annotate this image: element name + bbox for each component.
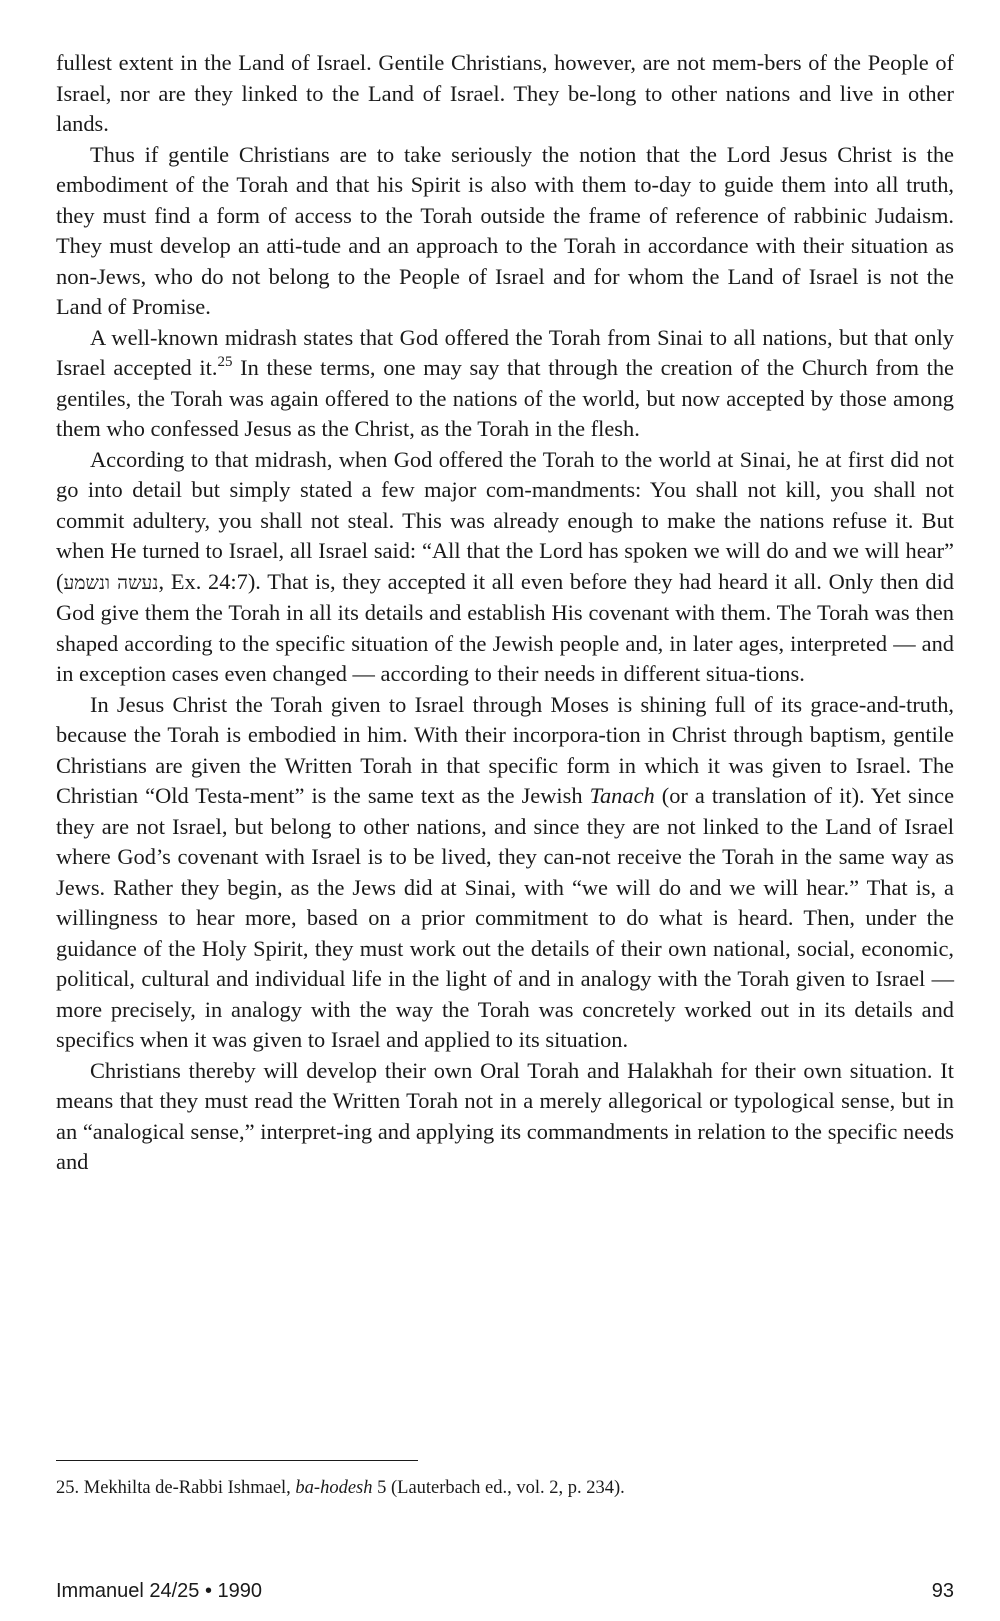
hebrew-phrase: נעשה ונשמע — [63, 571, 159, 594]
footnote — [56, 1476, 954, 1500]
footnote-text: Mekhilta de-Rabbi Ishmael, — [79, 1478, 296, 1498]
page-number: 93 — [931, 1580, 954, 1602]
footnote-italic: ba-hodesh — [295, 1478, 373, 1498]
journal-citation: Immanuel 24/25 • 1990 — [56, 1580, 263, 1602]
footnote-ref: 25 — [217, 354, 233, 370]
page-footer — [56, 1580, 954, 1603]
footnote-number: 25. — [56, 1478, 80, 1498]
paragraph-text: A well-known midrash states that God offered the Torah from Sinai to all nations, but that only Israel accepted it. — [56, 324, 954, 380]
paragraph: fullest extent in the Land of Israel. Gentile Christians, however, are not mem-bers of the People of Israel, nor are they linked to the Land of Israel. They be-long to other nations and live in other lands. — [56, 50, 954, 136]
main-text — [56, 48, 954, 1178]
paragraph — [56, 690, 954, 1056]
paragraph-text: According to that midrash, when God offered the Torah to the world at Sinai, he at first did not go into detail but simply stated a few major com-mandments: You shall not kill, you shall not commit adultery, you shall not steal. This was already enough to make the nations refuse it. But when He turned to Israel, all Israel said: “All that the Lord has spoken we will do and we will hear” ( — [56, 446, 954, 594]
paragraph-text: (or a translation of it). Yet since they are not Israel, but belong to other nations, and since they are not linked to the Land of Israel where God’s covenant with Israel is to be lived, they can-not receive the Torah in the same way as Jews. Rather they begin, as the Jews did at Sinai, with “we will do and we will hear.” That is, a willingness to hear more, based on a prior commitment to do what is heard. Then, under the guidance of the Holy Spirit, they must work out the details of their own national, social, economic, political, cultural and individual life in the light of and in analogy with the Torah given to Israel — more precisely, in analogy with the way the Torah was concretely worked out in its details and specifics when it was given to Israel and applied to its situation. — [56, 783, 955, 1052]
paragraph-text: In these terms, one may say that through the creation of the Church from the gentiles, the Torah was again offered to the nations of the world, but now accepted by those among them who confessed Jesus as the Christ, as the Torah in the flesh. — [56, 355, 954, 441]
italic-term: Tanach — [589, 783, 655, 808]
paragraph: Thus if gentile Christians are to take seriously the notion that the Lord Jesus Christ is the embodiment of the Torah and that his Spirit is also with them to-day to guide them into all truth, they must find a form of access to the Torah outside the frame of reference of rabbinic Judaism. They must develop an atti-tude and an approach to the Torah in accordance with their situation as non-Jews, who do not belong to the People of Israel and for whom the Land of Israel is not the Land of Promise. — [56, 141, 954, 319]
paragraph-text: , Ex. 24:7). That is, they accepted it all even before they had heard it all. Only then did God give them the Torah in all its details and establish His covenant with them. The Torah was then shaped according to the specific situation of the Jewish people and, in later ages, interpreted — and in exception cases even changed — according to their needs in different situa-tions. — [56, 568, 955, 686]
paragraph-text: In Jesus Christ the Torah given to Israel through Moses is shining full of its grace-and-truth, because the Torah is embodied in him. With their incorpora-tion in Christ through baptism, gentile Christians are given the Written Torah in that specific form in which it was given to Israel. The Christian “Old Testa-ment” is the same text as the Jewish — [56, 691, 954, 808]
paragraph — [56, 323, 954, 445]
footnote-divider — [56, 1460, 418, 1461]
paragraph — [56, 445, 954, 690]
paragraph: Christians thereby will develop their own Oral Torah and Halakhah for their own situation. It means that they must read the Written Torah not in a merely allegorical or typological sense, but in an “analogical sense,” interpret-ing and applying its commandments in relation to the specific needs and — [56, 1057, 954, 1174]
footnote-text: 5 (Lauterbach ed., vol. 2, p. 234). — [372, 1478, 625, 1498]
